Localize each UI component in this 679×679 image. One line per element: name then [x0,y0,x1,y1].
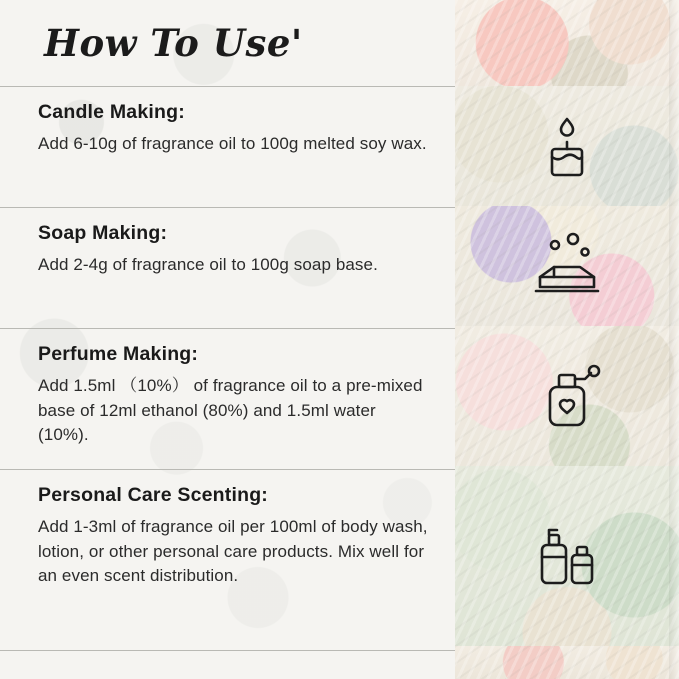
paper-edge [669,0,679,679]
floral-photo-strip [455,0,679,679]
section-body-perfume-making: Add 1.5ml （10%） of fragrance oil to a pre-mixed base of 12ml ethanol (80%) and 1.5ml water (10%). [38,376,423,445]
section-body-candle-making: Add 6-10g of fragrance oil to 100g melted soy wax. [38,134,427,153]
section-personal-care-scenting [0,470,455,650]
section-candle-making [0,87,455,207]
page-title: How To Use' [44,21,303,65]
section-soap-making [0,208,455,328]
section-body-personal-care-scenting: Add 1-3ml of fragrance oil per 100ml of body wash, lotion, or other personal care products. Mix well for an even scent distribution. [38,517,428,586]
section-body-soap-making: Add 2-4g of fragrance oil to 100g soap base. [38,255,378,274]
section-perfume-making [0,329,455,469]
section-heading-candle-making: Candle Making: [38,101,185,123]
title-area [0,0,455,86]
photo-strip-overlay [455,0,679,679]
section-heading-soap-making: Soap Making: [38,222,168,244]
section-heading-personal-care-scenting: Personal Care Scenting: [38,484,269,506]
section-heading-perfume-making: Perfume Making: [38,343,199,365]
divider-5 [0,650,455,651]
